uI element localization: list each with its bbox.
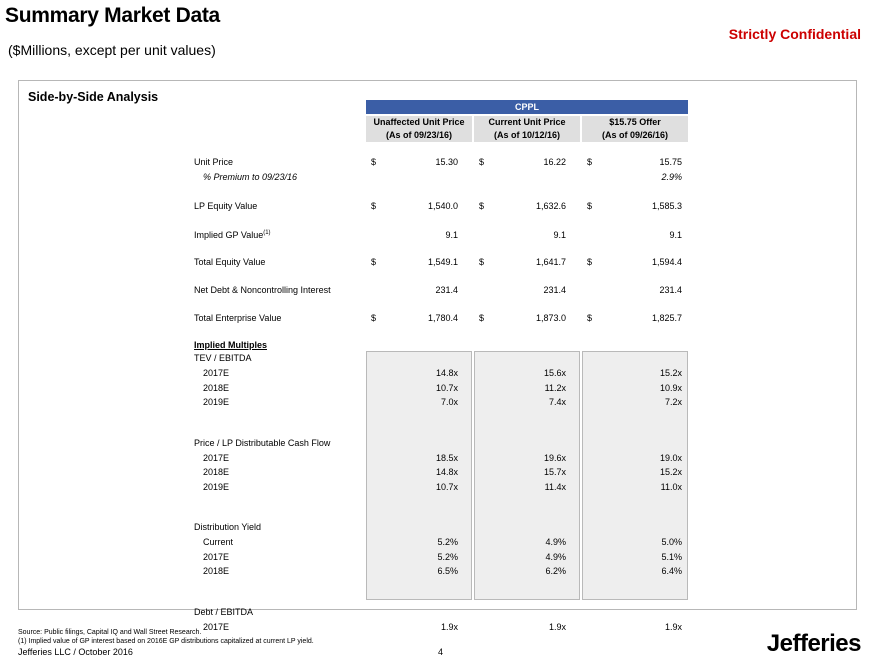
row-label-text: 2017E bbox=[203, 368, 230, 378]
row-label bbox=[194, 201, 257, 211]
cell-value: 19.0x bbox=[659, 452, 682, 463]
row-label-text: TEV / EBITDA bbox=[194, 353, 252, 363]
row-label-text: % Premium to 09/23/16 bbox=[203, 172, 298, 182]
column-header-offer bbox=[582, 116, 688, 142]
footer-note: (1) Implied value of GP interest based on 2016E GP distributions capitalized at current LP yield. bbox=[18, 638, 314, 645]
cell-value: 5.0% bbox=[661, 537, 682, 547]
cell-value: 1,825.7 bbox=[651, 313, 682, 323]
column-header-line1: Current Unit Price bbox=[488, 117, 566, 127]
row-label bbox=[194, 285, 331, 295]
multiples-row-label bbox=[194, 552, 229, 562]
row-label-text: Total Enterprise Value bbox=[194, 313, 282, 323]
footnote-ref: (1) bbox=[263, 230, 271, 236]
cell-value: 5.2% bbox=[437, 551, 458, 562]
footer-source: Source: Public filings, Capital IQ and Wall Street Research. bbox=[18, 629, 202, 636]
column-header-line1: $15.75 Offer bbox=[609, 117, 661, 127]
cell-value: 18.5x bbox=[435, 452, 458, 463]
cell-value: 15.7x bbox=[543, 467, 566, 477]
cell-value: 16.22 bbox=[543, 157, 566, 167]
currency-symbol: $ bbox=[479, 313, 485, 323]
multiples-group-label bbox=[194, 353, 252, 363]
cell-value: 231.4 bbox=[659, 285, 682, 295]
multiples-row-label bbox=[194, 566, 229, 576]
row-label-text: Total Equity Value bbox=[194, 257, 266, 267]
footer-brand: Jefferies LLC / October 2016 bbox=[18, 647, 133, 657]
cell-value: 11.4x bbox=[544, 481, 566, 492]
cell-value: 9.1 bbox=[669, 230, 682, 240]
cell-value: 1,594.4 bbox=[651, 257, 682, 267]
multiples-row-label bbox=[194, 482, 229, 492]
cell-value: 1,585.3 bbox=[651, 201, 682, 211]
cell-value: 1,873.0 bbox=[535, 313, 566, 323]
cell-value: 9.1 bbox=[445, 230, 458, 240]
cell-value: 7.2x bbox=[664, 397, 682, 407]
row-label-text: 2018E bbox=[203, 566, 230, 576]
row-label bbox=[194, 157, 233, 167]
multiples-row-label bbox=[194, 397, 229, 407]
jefferies-logo: Jefferies bbox=[766, 630, 861, 657]
multiples-row-label bbox=[194, 368, 229, 378]
currency-symbol: $ bbox=[479, 157, 485, 167]
cell-value: 231.4 bbox=[435, 285, 458, 295]
cell-value: 19.6x bbox=[543, 452, 566, 463]
multiples-row-label bbox=[194, 383, 229, 393]
cell-value: 6.2% bbox=[545, 566, 566, 576]
cell-value: 11.0x bbox=[660, 481, 682, 492]
cell-value: 1,540.0 bbox=[427, 201, 458, 211]
currency-symbol: $ bbox=[371, 201, 377, 211]
cell-value: 15.2x bbox=[659, 368, 682, 378]
cell-value: 6.5% bbox=[437, 566, 458, 576]
row-label-text: Net Debt & Noncontrolling Interest bbox=[194, 285, 331, 295]
cell-value: 14.8x bbox=[435, 368, 458, 378]
row-label-text: 2017E bbox=[203, 452, 230, 463]
column-header-line2: (As of 10/12/16) bbox=[493, 130, 561, 140]
multiples-group-label bbox=[194, 607, 253, 617]
page-title: Summary Market Data bbox=[5, 4, 220, 27]
row-label-text: 2019E bbox=[203, 397, 230, 407]
cell-value: 1,549.1 bbox=[427, 257, 458, 267]
cell-value: 10.7x bbox=[435, 481, 458, 492]
row-label-text: 2018E bbox=[203, 382, 230, 393]
cell-value: 231.4 bbox=[543, 285, 566, 295]
multiples-group-label bbox=[194, 438, 330, 448]
row-label bbox=[194, 313, 281, 323]
currency-symbol: $ bbox=[479, 257, 485, 267]
multiples-group-label bbox=[194, 522, 261, 532]
column-header-current bbox=[474, 116, 580, 142]
cell-value: 1.9x bbox=[664, 621, 682, 632]
cppl-group-header: CPPL bbox=[366, 100, 688, 114]
cell-value: 10.9x bbox=[659, 382, 682, 393]
cell-value: 5.2% bbox=[437, 537, 458, 547]
row-label-text: Price / LP Distributable Cash Flow bbox=[194, 437, 331, 448]
currency-symbol: $ bbox=[371, 157, 377, 167]
cell-value: 1.9x bbox=[440, 621, 458, 632]
row-label-text: Unit Price bbox=[194, 157, 234, 167]
page-number: 4 bbox=[438, 647, 444, 657]
cell-value: 15.30 bbox=[435, 157, 458, 167]
cell-value: 9.1 bbox=[553, 230, 566, 240]
row-label bbox=[194, 257, 265, 267]
cell-value: 14.8x bbox=[435, 467, 458, 477]
page-subtitle: ($Millions, except per unit values) bbox=[8, 42, 216, 58]
cell-value: 11.2x bbox=[544, 382, 566, 393]
cell-value: 10.7x bbox=[435, 382, 458, 393]
row-label bbox=[194, 230, 271, 240]
currency-symbol: $ bbox=[371, 313, 377, 323]
cell-value: 1,641.7 bbox=[535, 257, 566, 267]
cell-value: 4.9% bbox=[545, 537, 566, 547]
cell-value: 4.9% bbox=[545, 551, 566, 562]
row-label bbox=[194, 172, 297, 182]
row-label-text: LP Equity Value bbox=[194, 201, 258, 211]
multiples-row-label bbox=[194, 453, 229, 463]
section-title: Side-by-Side Analysis bbox=[28, 90, 159, 104]
currency-symbol: $ bbox=[479, 201, 485, 211]
cell-value: 6.4% bbox=[661, 566, 682, 576]
currency-symbol: $ bbox=[587, 313, 593, 323]
row-label-text: 2018E bbox=[203, 467, 230, 477]
currency-symbol: $ bbox=[587, 201, 593, 211]
cell-value: 7.4x bbox=[548, 397, 566, 407]
row-label-text: 2017E bbox=[203, 621, 230, 632]
cell-value: 15.2x bbox=[659, 467, 682, 477]
currency-symbol: $ bbox=[371, 257, 377, 267]
multiples-header bbox=[194, 340, 267, 350]
cell-value: 1,632.6 bbox=[535, 201, 566, 211]
cell-value: 15.75 bbox=[659, 157, 682, 167]
row-label-text: Implied GP Value bbox=[194, 230, 264, 240]
confidential-label: Strictly Confidential bbox=[728, 26, 861, 42]
cell-value: 1,780.4 bbox=[427, 313, 458, 323]
column-header-line1: Unaffected Unit Price bbox=[373, 117, 465, 127]
row-label-text: Current bbox=[203, 537, 234, 547]
cell-value: 15.6x bbox=[543, 368, 566, 378]
currency-symbol: $ bbox=[587, 257, 593, 267]
currency-symbol: $ bbox=[587, 157, 593, 167]
row-label-text: 2019E bbox=[203, 481, 230, 492]
cell-value: 5.1% bbox=[661, 551, 682, 562]
cell-value: 2.9% bbox=[661, 172, 682, 182]
cell-value: 7.0x bbox=[440, 397, 458, 407]
column-header-unaffected bbox=[366, 116, 472, 142]
row-label-text: Implied Multiples bbox=[194, 340, 268, 350]
row-label-text: Debt / EBITDA bbox=[194, 606, 254, 617]
multiples-row-label bbox=[194, 467, 229, 477]
row-label-text: 2017E bbox=[203, 551, 230, 562]
multiples-row-label bbox=[194, 537, 233, 547]
cell-value: 1.9x bbox=[548, 621, 566, 632]
column-header-line2: (As of 09/26/16) bbox=[601, 130, 669, 140]
column-header-line2: (As of 09/23/16) bbox=[385, 130, 453, 140]
row-label-text: Distribution Yield bbox=[194, 522, 262, 532]
